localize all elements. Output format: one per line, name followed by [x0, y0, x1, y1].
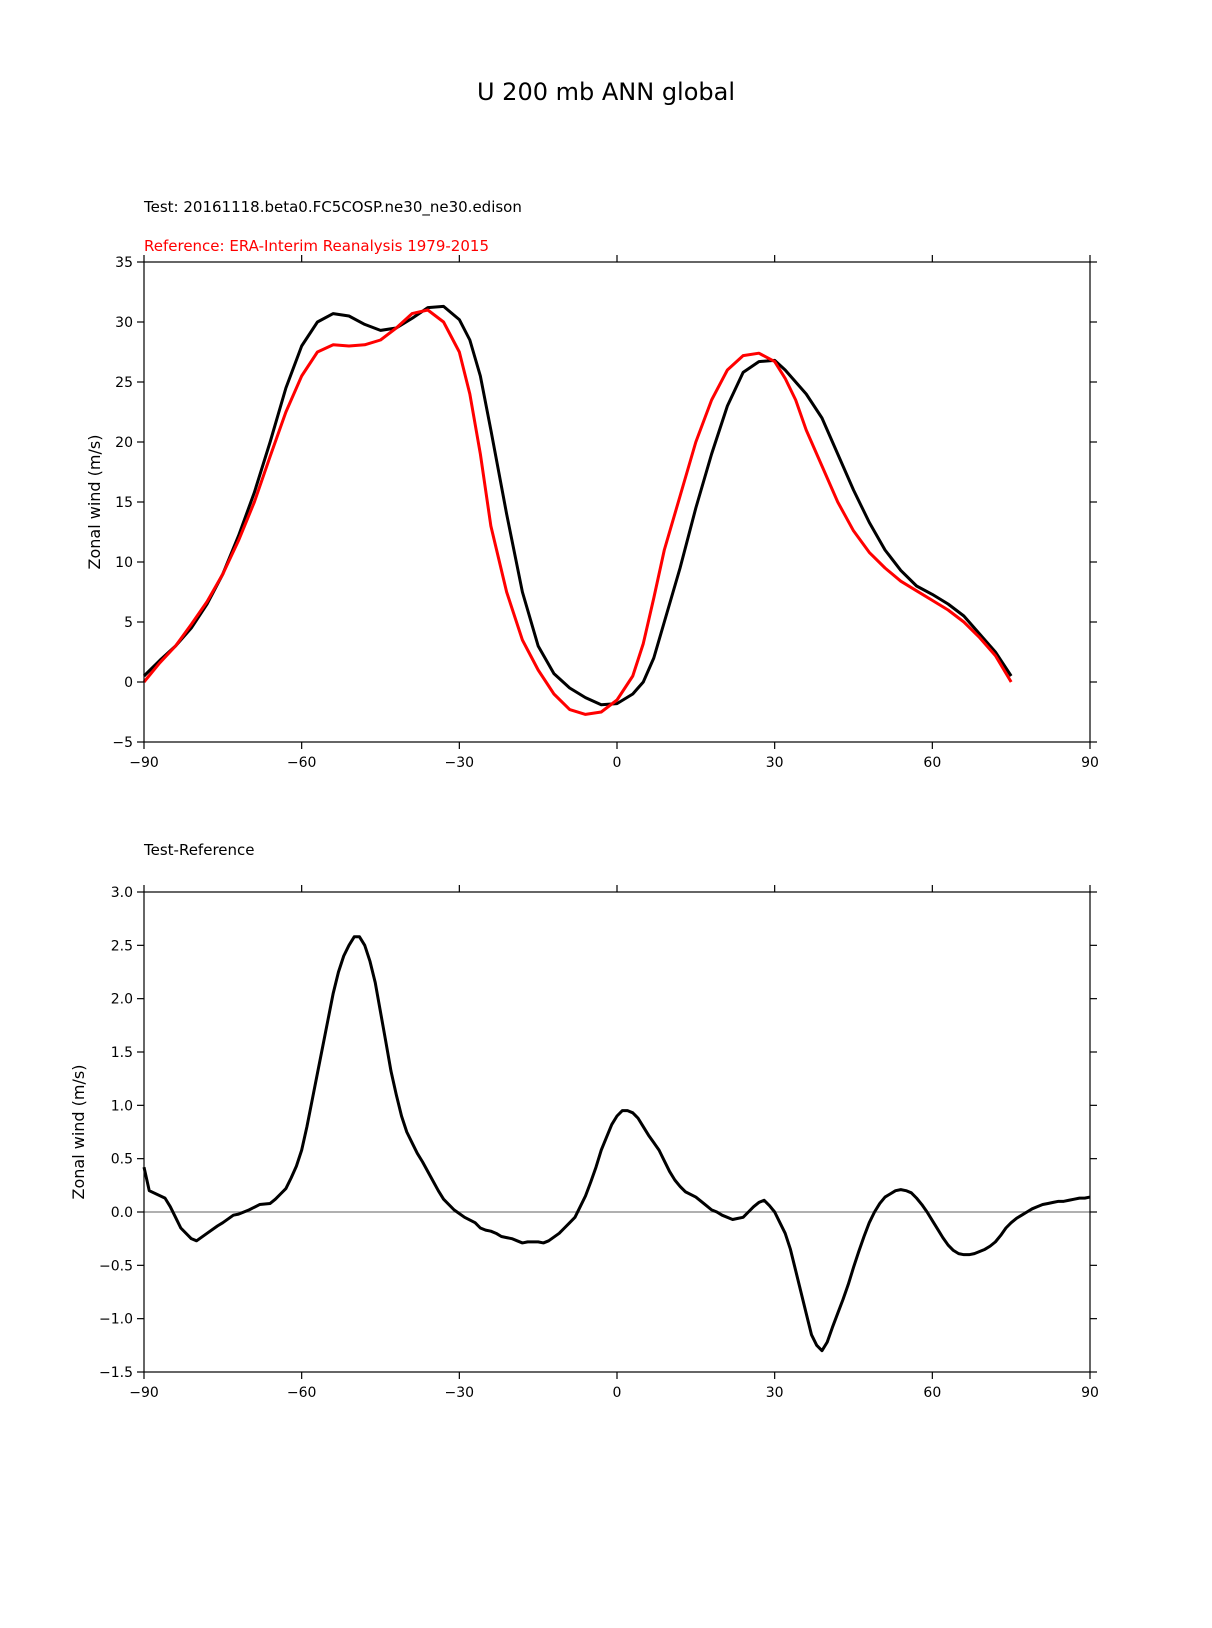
series-line-0: [144, 937, 1090, 1351]
axes-frame: [144, 262, 1090, 742]
y-tick-label: 15: [115, 495, 133, 511]
y-tick-label: 1.5: [110, 1045, 133, 1061]
x-tick-label: 60: [923, 755, 942, 771]
diff-plot-panel: [69, 885, 1099, 1401]
top-plot-panel: [85, 255, 1099, 771]
y-axis-label: Zonal wind (m/s): [85, 434, 104, 570]
y-tick-label: 5: [124, 615, 133, 631]
x-tick-label: 0: [612, 755, 622, 771]
y-tick-label: 10: [115, 555, 133, 571]
y-tick-label: 0.0: [110, 1205, 133, 1221]
y-tick-label: −1.5: [99, 1365, 133, 1381]
y-tick-label: 0: [124, 675, 133, 691]
x-tick-label: −90: [129, 755, 159, 771]
x-tick-label: −30: [444, 1385, 475, 1401]
axes-frame: [144, 892, 1090, 1372]
x-tick-label: 90: [1081, 1385, 1099, 1401]
y-tick-label: 1.0: [110, 1098, 133, 1115]
figure-title: U 200 mb ANN global: [476, 78, 736, 106]
x-tick-label: −90: [129, 1385, 159, 1401]
y-tick-label: 35: [115, 255, 133, 271]
x-tick-label: −30: [444, 755, 475, 771]
x-tick-label: 0: [612, 1385, 622, 1401]
x-tick-label: −60: [286, 1385, 317, 1401]
x-tick-label: 30: [765, 755, 784, 771]
y-tick-label: 2.0: [110, 991, 133, 1008]
diff-title: Test-Reference: [144, 841, 255, 859]
y-axis-label: Zonal wind (m/s): [69, 1064, 88, 1200]
x-tick-label: 30: [765, 1385, 784, 1401]
y-tick-label: 25: [115, 375, 133, 391]
x-tick-label: 60: [923, 1385, 942, 1401]
y-tick-label: 3.0: [110, 885, 133, 901]
x-tick-label: −60: [286, 755, 317, 771]
y-tick-label: −1.0: [99, 1311, 133, 1328]
reference-label: Reference: ERA-Interim Reanalysis 1979-2015: [144, 237, 489, 255]
series-line-1: [144, 310, 1011, 714]
x-tick-label: 90: [1081, 755, 1099, 771]
y-tick-label: 2.5: [110, 938, 133, 955]
y-tick-label: −5: [112, 735, 133, 751]
y-tick-label: 20: [115, 435, 133, 451]
series-line-0: [144, 306, 1011, 704]
y-tick-label: 0.5: [110, 1151, 133, 1168]
y-tick-label: −0.5: [99, 1258, 133, 1275]
test-label: Test: 20161118.beta0.FC5COSP.ne30_ne30.edison: [144, 198, 522, 216]
y-tick-label: 30: [115, 315, 133, 331]
